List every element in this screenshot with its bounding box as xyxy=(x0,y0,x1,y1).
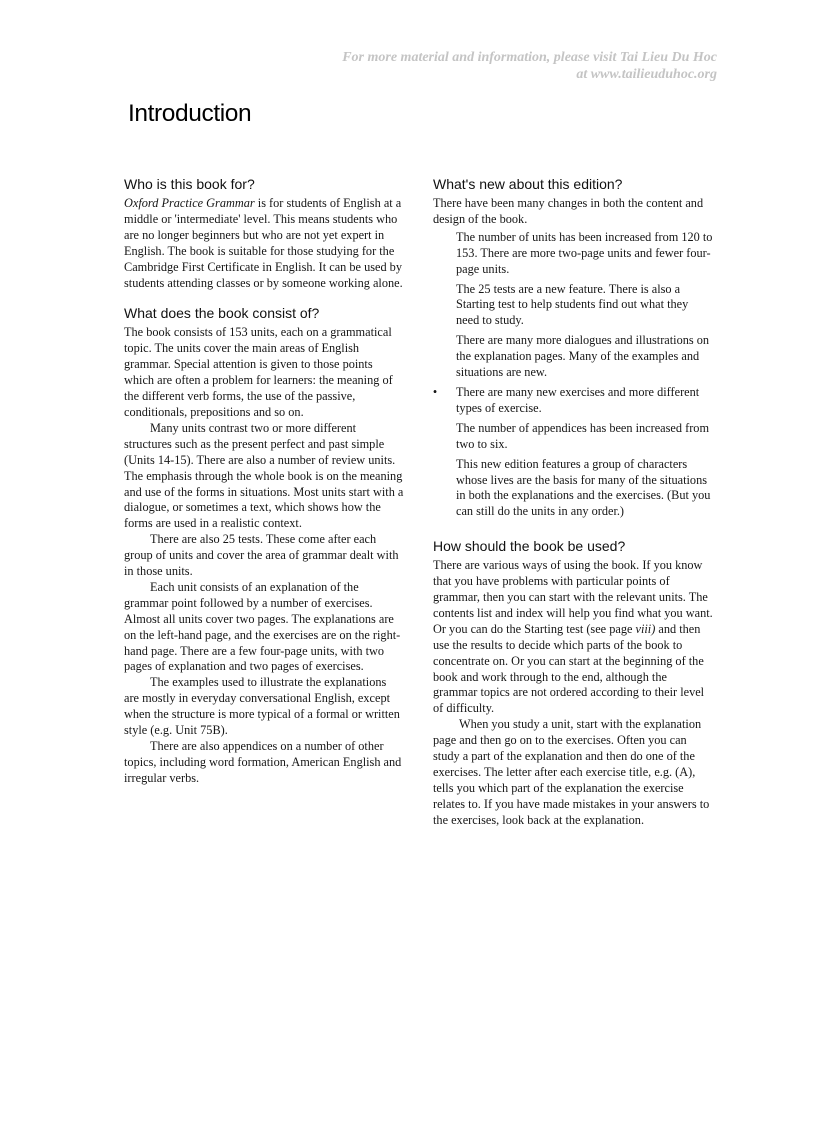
paragraph: There are also 25 tests. These come after each group of units and cover the area of grammar dealt with in those units. xyxy=(124,532,399,579)
list-item-text: The number of units has been increased from 120 to 153. There are more two-page units and fewer four-page units. xyxy=(456,229,713,276)
paragraph: Many units contrast two or more different structures such as the present perfect and past simple (Units 14-15). There are also a number of review units. The emphasis through the whole book is on the meaning and use of the forms in situations. Most units start with a dialogue, or sometimes a text, which shows how the forms are used in a realistic context. xyxy=(124,420,404,531)
paragraph: There are also appendices on a number of other topics, including word formation, American English and irregular verbs. xyxy=(124,739,402,785)
list-item xyxy=(433,421,713,453)
section-heading: What's new about this edition? xyxy=(433,176,623,192)
paragraph: There have been many changes in both the content and design of the book. xyxy=(433,196,704,226)
paragraph: Each unit consists of an explanation of the grammar point followed by a number of exercises. Almost all units cover two pages. The explanations are on the left-hand page, and the exercises are on the right-hand page. There are a few four-page units, with two pages of explanation and two pages of exercises. xyxy=(124,579,401,674)
watermark xyxy=(342,49,717,83)
list-item-text: The 25 tests are a new feature. There is also a Starting test to help students find out what they need to study. xyxy=(456,281,689,328)
paragraph: The examples used to illustrate the explanations are mostly in everyday conversational English, except when the structure is more typical of a formal or written style (e.g. Unit 75B). xyxy=(124,675,400,738)
list-item xyxy=(433,457,713,521)
page-reference: viii) xyxy=(635,621,656,636)
page-title: Introduction xyxy=(128,100,252,127)
watermark-line-2: at www.tailieuduhoc.org xyxy=(576,67,717,82)
paragraph: The book consists of 153 units, each on a grammatical topic. The units cover the main areas of English grammar. Special attention is given to those points which are often a problem for learners: the meaning of the different verb forms, the use of the passive, conditionals, prepositions and so on. xyxy=(124,325,393,419)
paragraph xyxy=(433,558,713,717)
list-item xyxy=(433,282,713,330)
list-item-text: There are many more dialogues and illustrations on the explanation pages. Many of the examples and situations are new. xyxy=(456,333,710,380)
paragraph: When you study a unit, start with the explanation page and then go on to the exercises. Often you can study a part of the explanation and then do one of the exercises. The letter after each exercise title, e.g. (A), tells you which part of the explanation the exercise relates to. If you have made mistakes in your answers to the exercises, look back at the explanation. xyxy=(433,717,710,827)
paragraph-text: is for students of English at a middle or 'intermediate' level. This means students who are no longer beginners but who are not yet expert in English. The book is suitable for those studying for the Cambridge First Certificate in English. It can be used by students attending classes or by someone working alone. xyxy=(124,196,403,290)
section-heading: How should the book be used? xyxy=(433,538,626,555)
section-heading: Who is this book for? xyxy=(124,176,255,192)
changes-list xyxy=(433,230,713,520)
section-heading: What does the book consist of? xyxy=(124,305,320,322)
paragraph xyxy=(124,196,404,291)
section-how-should-the-book-be-used xyxy=(433,537,713,828)
list-item-text: This new edition features a group of characters whose lives are the basis for many of the situations in both the explanations and the exercises. (But you can still do the units in any order.) xyxy=(456,456,711,519)
list-item-text: The number of appendices has been increased from two to six. xyxy=(456,420,710,451)
watermark-line-1: For more material and information, please visit Tai Lieu Du Hoc xyxy=(342,50,717,65)
paragraph-text: There are various ways of using the book. If you know that you have problems with particular points of grammar, then you can start with the relevant units. The contents list and index will help you find what you want. Or you can do the Starting test (see page xyxy=(433,558,713,636)
left-column xyxy=(124,175,404,787)
list-item xyxy=(433,333,713,381)
list-item-text: There are many new exercises and more different types of exercise. xyxy=(456,384,700,415)
list-item xyxy=(433,385,713,417)
right-column xyxy=(433,175,713,829)
section-who-is-this-book-for xyxy=(124,175,404,291)
book-title: Oxford Practice Grammar xyxy=(124,196,255,210)
section-whats-new xyxy=(433,175,713,520)
bullet-icon: • xyxy=(432,384,438,399)
paragraph-text: and then use the results to decide which parts of the book to concentrate on. Or you can start at the beginning of the book and work through to the end, although the grammar topics are not ordered according to their level of difficulty. xyxy=(433,621,705,716)
section-what-does-the-book-consist-of xyxy=(124,304,404,786)
list-item xyxy=(433,230,713,278)
